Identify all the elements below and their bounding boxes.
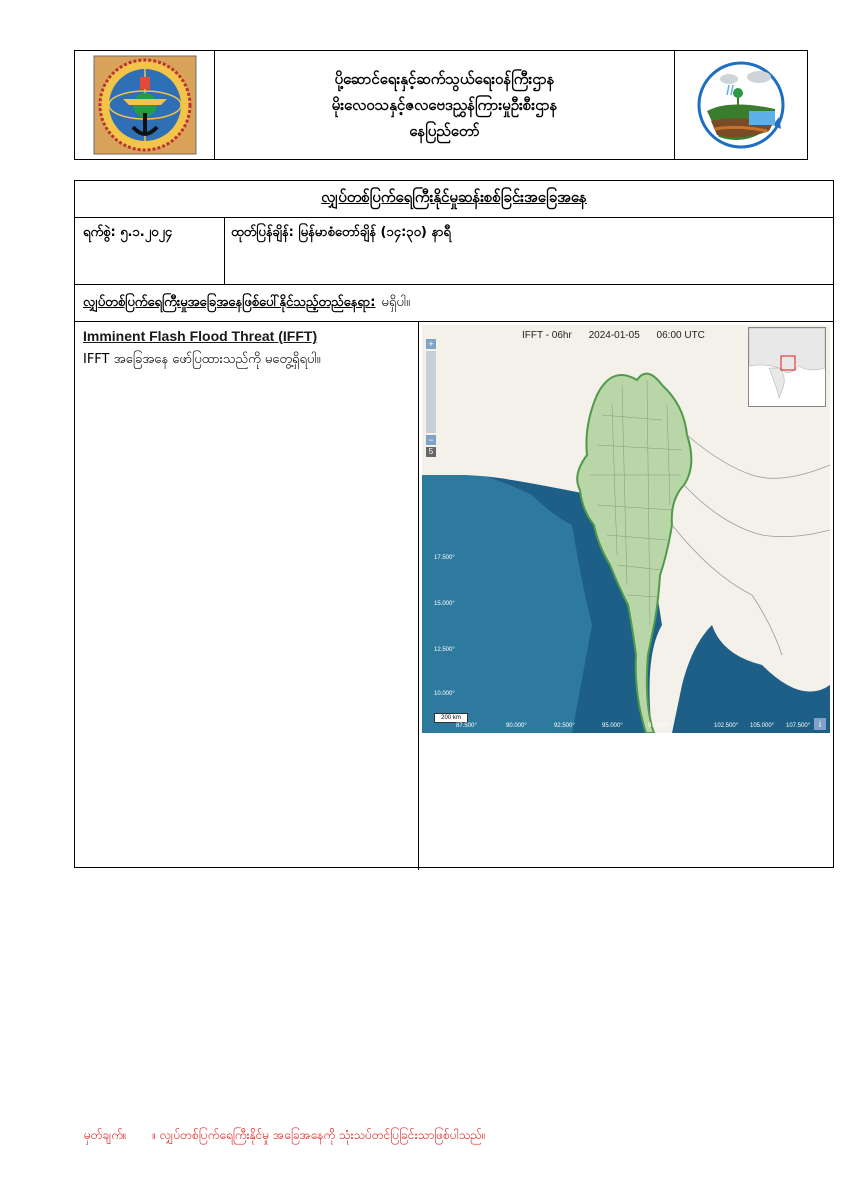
ifft-map[interactable] (422, 325, 830, 733)
header-title-cell (215, 51, 675, 159)
date-colon: : (110, 225, 121, 240)
zoom-slider[interactable] (426, 351, 436, 433)
department-name: မိုးလေဝသနှင့်ဇလဗေဒညွှန်ကြားမှုဦးစီးဌာန (331, 96, 558, 114)
date-value: ၅.၁.၂၀၂၄ (120, 225, 173, 240)
lon-label-8: 107.500° (786, 723, 811, 729)
lon-label-1: 87.500° (456, 723, 477, 729)
zoom-level-indicator: 5 (426, 447, 436, 457)
lat-label-3: 12.500° (434, 647, 455, 653)
info-button[interactable]: i (814, 718, 826, 730)
ministry-emblem-icon (93, 55, 197, 155)
date-row (75, 218, 833, 285)
overview-map-canvas (749, 328, 825, 406)
city-name: နေပြည်တော် (409, 122, 480, 140)
note-label: မှတ်ချက်။ (84, 1128, 127, 1142)
date-cell (75, 218, 225, 284)
report-title: လျှပ်တစ်ပြက်ရေကြီးနိုင်မှုဆန်းစစ်ခြင်းအခြေအနေ (75, 181, 833, 218)
map-caption (522, 330, 719, 341)
ifft-description-cell (75, 322, 419, 870)
lat-label-1: 17.500° (434, 555, 455, 561)
ifft-heading: Imminent Flash Flood Threat (IFFT) (83, 328, 318, 344)
zoom-out-button[interactable]: − (426, 435, 436, 445)
lon-label-2: 90.000° (506, 723, 527, 729)
note-text: ။ လျှပ်တစ်ပြက်ရေကြီးနိုင်မှု အခြေအနေကို သုံးသပ်တင်ပြခြင်းသာဖြစ်ပါသည်။ (152, 1128, 486, 1142)
header-table (74, 50, 808, 160)
zoom-control (426, 339, 436, 457)
lon-label-5: 97.500° (648, 723, 669, 729)
lon-label-7: 105.000° (750, 723, 775, 729)
body-row (75, 322, 833, 870)
issue-time-cell (225, 218, 833, 284)
affected-areas-row (75, 285, 833, 322)
affected-areas-value: မရှိပါ။ (381, 294, 410, 310)
scale-bar: 200 km (434, 713, 468, 723)
report-table (74, 180, 834, 868)
lat-label-2: 15.000° (434, 601, 455, 607)
issue-label: ထုတ်ပြန်ချိန် (231, 225, 289, 240)
lat-label-4: 10.000° (434, 691, 455, 697)
affected-areas-label-text: လျှပ်တစ်ပြက်ရေကြီးမှုအခြေအနေဖြစ်ပေါ်နိုင်သည့်တည်နေရာ (83, 294, 371, 310)
lon-label-3: 92.500° (554, 723, 575, 729)
logo-right-cell (675, 51, 807, 159)
map-time-label: 06:00 UTC (656, 330, 705, 341)
overview-map[interactable] (748, 327, 826, 407)
date-label: ရက်စွဲ (83, 225, 111, 240)
ministry-name: ပို့ဆောင်ရေးနှင့်ဆက်သွယ်ရေးဝန်ကြီးဌာန (334, 70, 555, 88)
map-product-label: IFFT - 06hr (522, 330, 572, 341)
issue-value: မြန်မာစံတော်ချိန် (၁၄:၃၀) နာရီ (298, 225, 451, 240)
lon-label-4: 95.000° (602, 723, 623, 729)
map-date-label: 2024-01-05 (588, 330, 640, 341)
zoom-in-button[interactable]: + (426, 339, 436, 349)
issue-colon: : (288, 225, 299, 240)
ifft-text: IFFT အခြေအနေ ဖော်ပြထားသည်ကို မတွေ့ရှိရပါ။ (83, 352, 321, 367)
map-cell (419, 322, 833, 870)
footer-note (84, 1127, 486, 1145)
lon-label-6: 102.500° (714, 723, 739, 729)
water-cycle-icon (689, 55, 793, 155)
affected-areas-label: လျှပ်တစ်ပြက်ရေကြီးမှုအခြေအနေဖြစ်ပေါ်နိုင်သည့်တည်နေရာ: (83, 294, 376, 310)
logo-left-cell (75, 51, 215, 159)
